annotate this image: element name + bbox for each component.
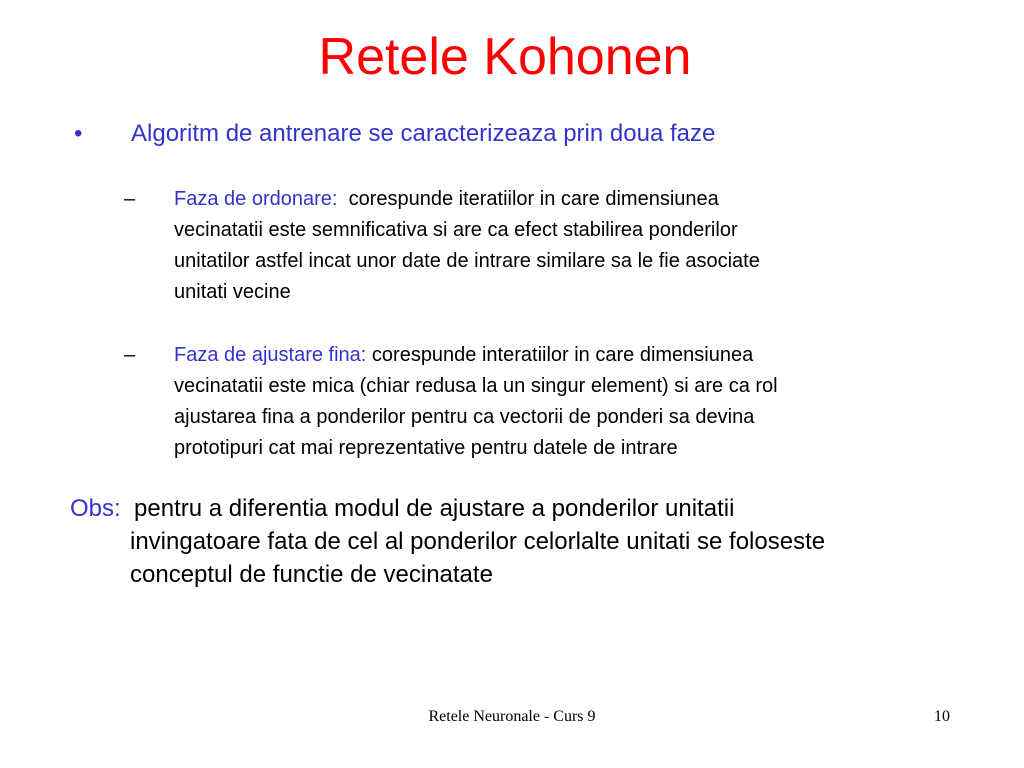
slide-title: Retele Kohonen bbox=[318, 28, 692, 86]
sub-bullet-line-text: corespunde interatiilor in care dimensiunea bbox=[371, 344, 754, 366]
dash-marker: – bbox=[124, 344, 136, 366]
sub-bullet-line bbox=[174, 184, 760, 215]
page-number: 10 bbox=[934, 708, 950, 725]
main-bullet-text: Algoritm de antrenare se caracterizeaza prin doua faze bbox=[131, 120, 716, 147]
phase-term: Faza de ordonare: bbox=[174, 188, 338, 210]
sub-bullet-line: unitatilor astfel incat unor date de intrare similare sa le fie asociate bbox=[174, 250, 760, 272]
observation-line: conceptul de functie de vecinatate bbox=[130, 561, 493, 588]
sub-bullet-line: vecinatatii este mica (chiar redusa la un singur element) si are ca rol bbox=[174, 375, 778, 397]
bullet-marker: • bbox=[74, 120, 83, 147]
observation-line bbox=[70, 495, 734, 522]
dash-marker: – bbox=[124, 188, 136, 210]
sub-bullet-body bbox=[174, 340, 778, 464]
footer-course-label: Retele Neuronale - Curs 9 bbox=[428, 708, 596, 725]
sub-bullet-body bbox=[174, 184, 760, 308]
observation-note bbox=[70, 492, 825, 591]
sub-bullet-line: prototipuri cat mai reprezentative pentru datele de intrare bbox=[174, 437, 678, 459]
observation-line-text: pentru a diferentia modul de ajustare a ponderilor unitatii bbox=[134, 495, 735, 522]
observation-line: invingatoare fata de cel al ponderilor celorlalte unitati se foloseste bbox=[130, 528, 826, 555]
observation-term: Obs: bbox=[70, 495, 121, 522]
sub-bullet-line: unitati vecine bbox=[174, 281, 291, 303]
sub-bullet-line-text: corespunde iteratiilor in care dimensiunea bbox=[348, 188, 719, 210]
sub-bullet-line: ajustarea fina a ponderilor pentru ca vectorii de ponderi sa devina bbox=[174, 406, 755, 428]
sub-bullet-line bbox=[174, 340, 778, 371]
phase-term: Faza de ajustare fina: bbox=[174, 344, 367, 366]
sub-bullet-line: vecinatatii este semnificativa si are ca efect stabilirea ponderilor bbox=[174, 219, 738, 241]
